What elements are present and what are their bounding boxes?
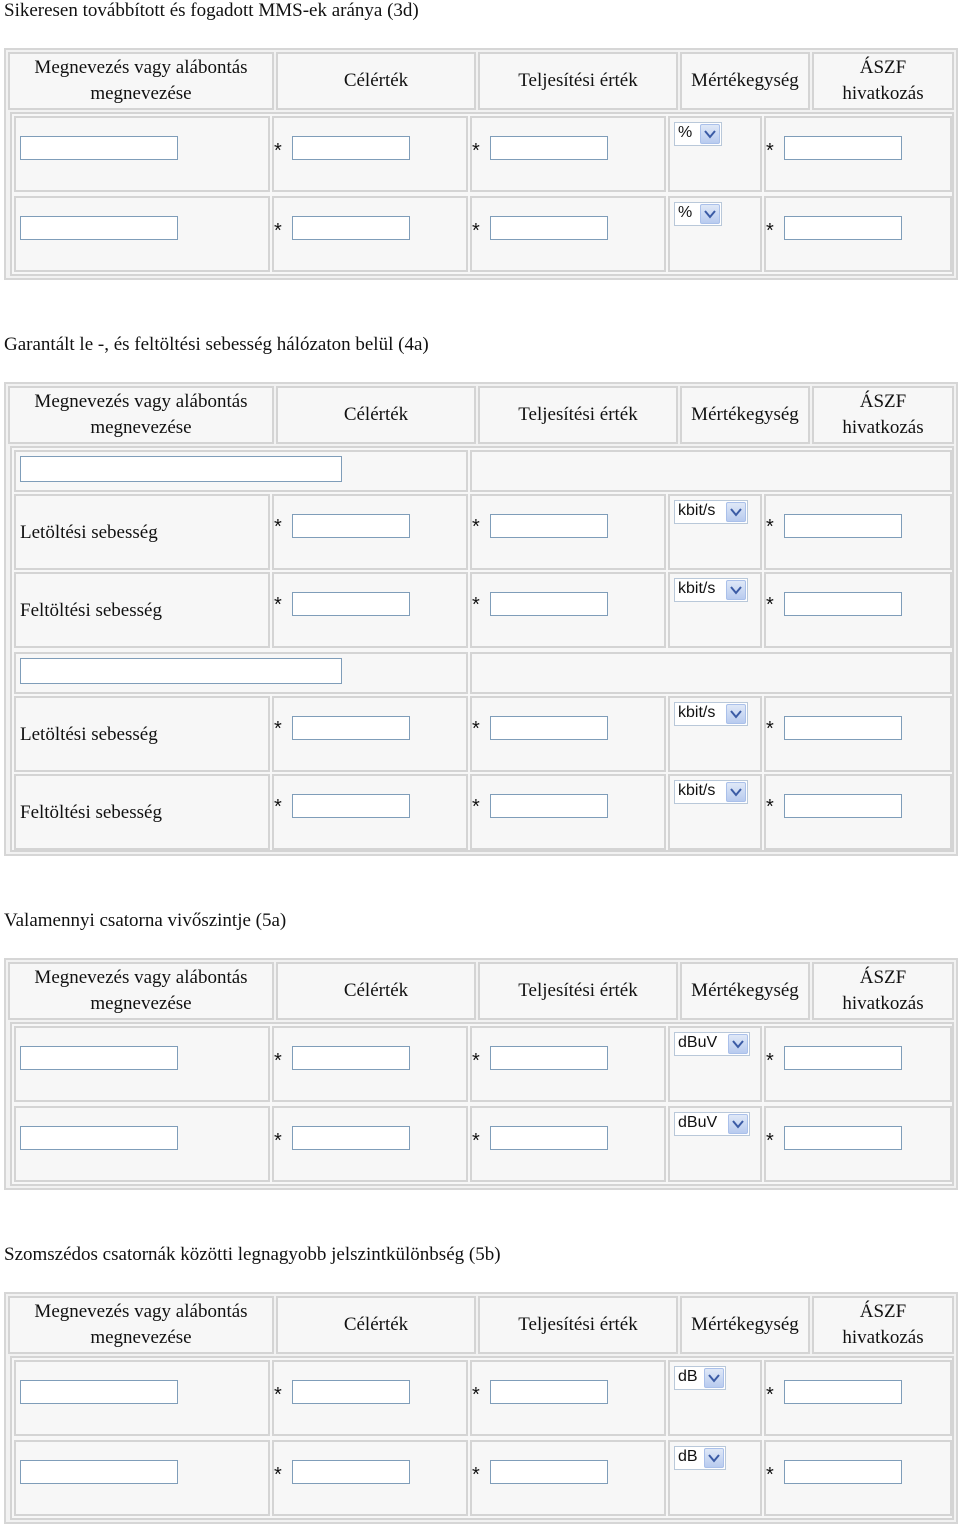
group-name-cell (14, 652, 468, 694)
unit-select[interactable]: % (674, 122, 722, 146)
required-mark: * (472, 1130, 480, 1152)
target-input[interactable] (292, 1046, 410, 1070)
ref-input[interactable] (784, 794, 902, 818)
required-mark: * (274, 516, 282, 538)
chevron-down-icon[interactable] (726, 704, 746, 724)
ref-input[interactable] (784, 136, 902, 160)
header-name: Megnevezés vagy alábontás megnevezése (8, 1296, 274, 1354)
ref-cell (764, 1106, 952, 1182)
unit-select[interactable]: kbit/s (674, 702, 748, 726)
header-ref: ÁSZF hivatkozás (812, 52, 954, 110)
target-cell (272, 572, 468, 648)
actual-cell (470, 196, 666, 272)
target-input[interactable] (292, 136, 410, 160)
chevron-down-icon[interactable] (726, 502, 746, 522)
chevron-down-icon[interactable] (726, 782, 746, 802)
ref-cell (764, 494, 952, 570)
target-cell (272, 1026, 468, 1102)
header-actual: Teljesítési érték (478, 1296, 678, 1354)
header-ref: ÁSZF hivatkozás (812, 1296, 954, 1354)
chevron-down-icon[interactable] (704, 1368, 724, 1388)
unit-select[interactable]: kbit/s (674, 500, 748, 524)
name-input[interactable] (20, 216, 178, 240)
chevron-down-icon[interactable] (704, 1448, 724, 1468)
target-cell (272, 494, 468, 570)
ref-cell (764, 196, 952, 272)
name-cell (14, 1106, 270, 1182)
chevron-down-icon[interactable] (728, 1034, 748, 1054)
header-target: Célérték (276, 52, 476, 110)
header-name: Megnevezés vagy alábontás megnevezése (8, 52, 274, 110)
actual-input[interactable] (490, 1460, 608, 1484)
name-cell (14, 1026, 270, 1102)
unit-select[interactable]: dBuV (674, 1032, 750, 1056)
target-input[interactable] (292, 1126, 410, 1150)
target-cell (272, 1440, 468, 1516)
required-mark: * (274, 796, 282, 818)
required-mark: * (274, 1384, 282, 1406)
required-mark: * (274, 140, 282, 162)
actual-cell (470, 116, 666, 192)
required-mark: * (766, 1464, 774, 1486)
unit-cell (668, 196, 762, 272)
ref-cell (764, 696, 952, 772)
ref-input[interactable] (784, 216, 902, 240)
ref-input[interactable] (784, 514, 902, 538)
unit-select[interactable]: % (674, 202, 722, 226)
actual-cell (470, 774, 666, 850)
name-input[interactable] (20, 136, 178, 160)
ref-input[interactable] (784, 716, 902, 740)
required-mark: * (766, 1130, 774, 1152)
unit-select[interactable]: dBuV (674, 1112, 750, 1136)
required-mark: * (274, 1464, 282, 1486)
header-actual: Teljesítési érték (478, 962, 678, 1020)
ref-input[interactable] (784, 1460, 902, 1484)
row-label: Feltöltési sebesség (20, 600, 162, 621)
name-cell (14, 1360, 270, 1436)
ref-cell (764, 572, 952, 648)
required-mark: * (766, 1050, 774, 1072)
unit-select[interactable]: dB (674, 1366, 726, 1390)
name-cell (14, 1440, 270, 1516)
required-mark: * (472, 140, 480, 162)
unit-cell (668, 696, 762, 772)
unit-cell (668, 1106, 762, 1182)
target-cell (272, 696, 468, 772)
ref-cell (764, 1026, 952, 1102)
ref-input[interactable] (784, 592, 902, 616)
rows-container (10, 112, 954, 276)
row-label-cell (14, 572, 270, 648)
row-label-cell (14, 696, 270, 772)
actual-input[interactable] (490, 592, 608, 616)
actual-cell (470, 1360, 666, 1436)
actual-input[interactable] (490, 1380, 608, 1404)
header-unit: Mértékegység (680, 1296, 810, 1354)
ref-cell (764, 1440, 952, 1516)
group-name-input[interactable] (20, 658, 342, 684)
target-cell (272, 196, 468, 272)
required-mark: * (766, 1384, 774, 1406)
table-5b (4, 1292, 958, 1524)
ref-input[interactable] (784, 1126, 902, 1150)
row-label: Feltöltési sebesség (20, 802, 162, 823)
actual-input[interactable] (490, 216, 608, 240)
required-mark: * (274, 718, 282, 740)
ref-cell (764, 116, 952, 192)
target-input[interactable] (292, 514, 410, 538)
actual-cell (470, 572, 666, 648)
group-name-input[interactable] (20, 456, 342, 482)
target-input[interactable] (292, 1380, 410, 1404)
chevron-down-icon[interactable] (700, 204, 720, 224)
target-cell (272, 1360, 468, 1436)
required-mark: * (766, 796, 774, 818)
actual-cell (470, 1026, 666, 1102)
actual-input[interactable] (490, 514, 608, 538)
chevron-down-icon[interactable] (726, 580, 746, 600)
actual-cell (470, 696, 666, 772)
header-target: Célérték (276, 1296, 476, 1354)
unit-cell (668, 1440, 762, 1516)
actual-input[interactable] (490, 1126, 608, 1150)
table-4a (4, 382, 958, 856)
ref-input[interactable] (784, 1046, 902, 1070)
table-3d (4, 48, 958, 280)
table-5a (4, 958, 958, 1190)
unit-cell (668, 774, 762, 850)
required-mark: * (472, 220, 480, 242)
target-cell (272, 1106, 468, 1182)
header-target: Célérték (276, 386, 476, 444)
chevron-down-icon[interactable] (700, 124, 720, 144)
header-name: Megnevezés vagy alábontás megnevezése (8, 386, 274, 444)
required-mark: * (274, 220, 282, 242)
section-title-3d: Sikeresen továbbított és fogadott MMS-ek aránya (3d) (4, 0, 419, 21)
section-title-4a: Garantált le -, és feltöltési sebesség hálózaton belül (4a) (4, 334, 429, 355)
unit-select[interactable]: dB (674, 1446, 726, 1470)
target-input[interactable] (292, 216, 410, 240)
required-mark: * (472, 718, 480, 740)
row-label-cell (14, 494, 270, 570)
actual-input[interactable] (490, 716, 608, 740)
name-input[interactable] (20, 1460, 178, 1484)
actual-input[interactable] (490, 1046, 608, 1070)
required-mark: * (472, 796, 480, 818)
required-mark: * (766, 140, 774, 162)
required-mark: * (766, 718, 774, 740)
actual-input[interactable] (490, 136, 608, 160)
section-title-5b: Szomszédos csatornák közötti legnagyobb jelszintkülönbség (5b) (4, 1244, 501, 1265)
unit-cell (668, 494, 762, 570)
name-input[interactable] (20, 1126, 178, 1150)
unit-cell (668, 1026, 762, 1102)
required-mark: * (472, 594, 480, 616)
required-mark: * (472, 1384, 480, 1406)
header-ref: ÁSZF hivatkozás (812, 386, 954, 444)
actual-cell (470, 1440, 666, 1516)
target-input[interactable] (292, 716, 410, 740)
unit-cell (668, 1360, 762, 1436)
required-mark: * (472, 516, 480, 538)
header-unit: Mértékegység (680, 52, 810, 110)
rows-container (10, 1356, 954, 1520)
required-mark: * (274, 1050, 282, 1072)
unit-select[interactable]: kbit/s (674, 780, 748, 804)
rows-container (10, 446, 954, 852)
required-mark: * (766, 516, 774, 538)
name-input[interactable] (20, 1046, 178, 1070)
header-actual: Teljesítési érték (478, 386, 678, 444)
row-label-cell (14, 774, 270, 850)
group-empty-cell (470, 652, 952, 694)
name-input[interactable] (20, 1380, 178, 1404)
target-input[interactable] (292, 1460, 410, 1484)
target-cell (272, 116, 468, 192)
row-label: Letöltési sebesség (20, 522, 158, 543)
ref-cell (764, 774, 952, 850)
name-cell (14, 116, 270, 192)
required-mark: * (472, 1464, 480, 1486)
header-unit: Mértékegység (680, 386, 810, 444)
header-actual: Teljesítési érték (478, 52, 678, 110)
group-empty-cell (470, 450, 952, 492)
actual-input[interactable] (490, 794, 608, 818)
header-unit: Mértékegység (680, 962, 810, 1020)
name-cell (14, 196, 270, 272)
section-title-5a: Valamennyi csatorna vivőszintje (5a) (4, 910, 287, 931)
ref-input[interactable] (784, 1380, 902, 1404)
unit-select[interactable]: kbit/s (674, 578, 748, 602)
unit-cell (668, 116, 762, 192)
header-name: Megnevezés vagy alábontás megnevezése (8, 962, 274, 1020)
target-cell (272, 774, 468, 850)
unit-cell (668, 572, 762, 648)
header-target: Célérték (276, 962, 476, 1020)
required-mark: * (472, 1050, 480, 1072)
target-input[interactable] (292, 794, 410, 818)
group-name-cell (14, 450, 468, 492)
target-input[interactable] (292, 592, 410, 616)
required-mark: * (274, 1130, 282, 1152)
required-mark: * (766, 594, 774, 616)
required-mark: * (274, 594, 282, 616)
row-label: Letöltési sebesség (20, 724, 158, 745)
actual-cell (470, 494, 666, 570)
rows-container (10, 1022, 954, 1186)
header-ref: ÁSZF hivatkozás (812, 962, 954, 1020)
ref-cell (764, 1360, 952, 1436)
chevron-down-icon[interactable] (728, 1114, 748, 1134)
actual-cell (470, 1106, 666, 1182)
required-mark: * (766, 220, 774, 242)
